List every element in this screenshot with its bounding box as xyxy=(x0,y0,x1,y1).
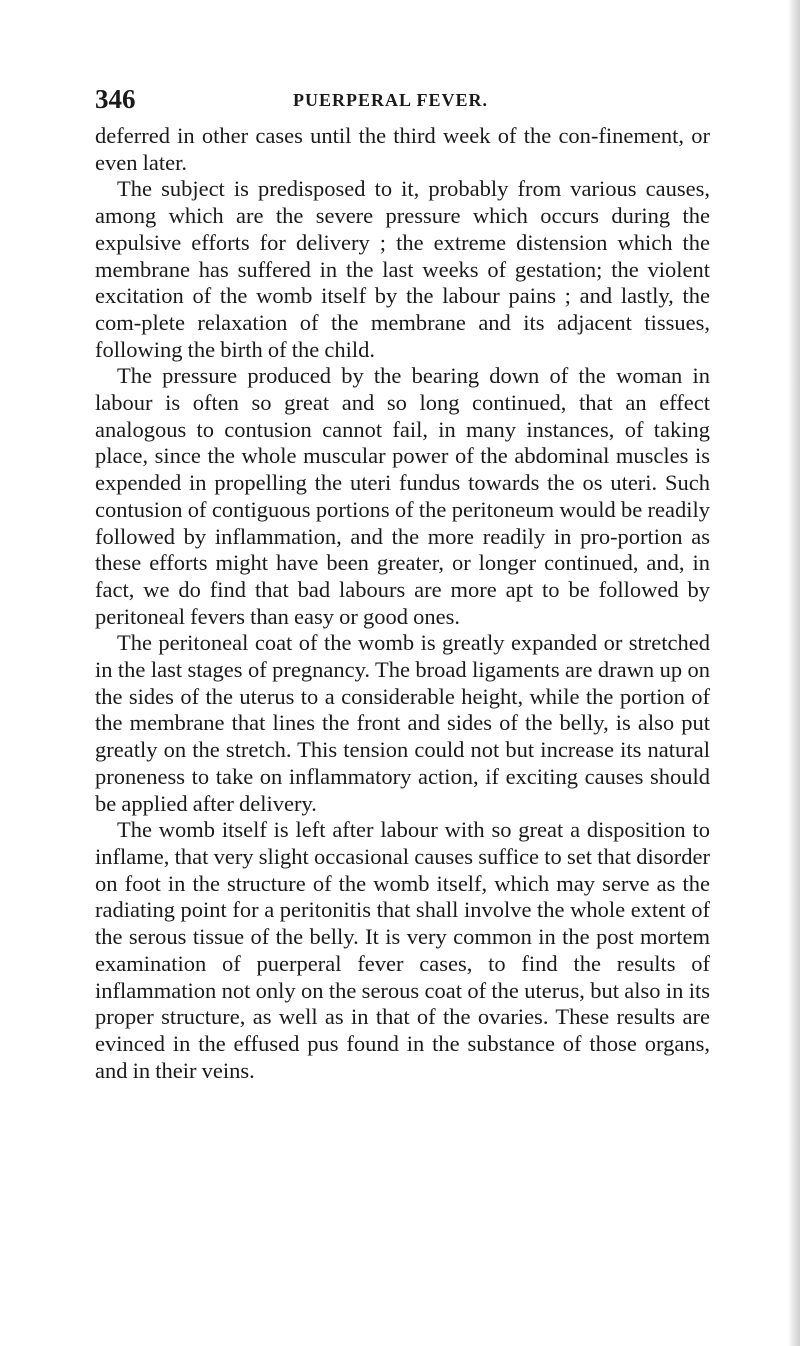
paragraph-predisposition: The subject is predisposed to it, probably from various causes, among which are the severe pressure which occurs during the expulsive efforts for delivery ; the extreme distension which the membrane has suffered in the last weeks of gestation; the violent excitation of the womb itself by the labour pains ; and lastly, the com-plete relaxation of the membrane and its adjacent tissues, following the birth of the child. xyxy=(95,176,710,362)
paragraph-continuation: deferred in other cases until the third week of the con-finement, or even later. xyxy=(95,123,710,175)
paragraph-womb-disposition: The womb itself is left after labour with so great a disposition to inflame, that very slight occasional causes suffice to set that disorder on foot in the structure of the womb itself, which may serve as the radiating point for a peritonitis that shall involve the whole extent of the serous tissue of the belly. It is very common in the post mortem examination of puerperal fever cases, to find the results of inflammation not only on the serous coat of the uterus, but also in its proper structure, as well as in that of the ovaries. These results are evinced in the effused pus found in the substance of those organs, and in their veins. xyxy=(95,817,710,1083)
body-text xyxy=(95,123,710,1084)
page-header xyxy=(95,84,711,114)
paragraph-peritoneal-coat: The peritoneal coat of the womb is greatly expanded or stretched in the last stages of pregnancy. The broad ligaments are drawn up on the sides of the uterus to a considerable height, while the portion of the membrane that lines the front and sides of the belly, is also put greatly on the stretch. This tension could not but increase its natural proneness to take on inflammatory action, if exciting causes should be applied after delivery. xyxy=(95,630,710,816)
paragraph-pressure: The pressure produced by the bearing down of the woman in labour is often so great and so long continued, that an effect analogous to contusion cannot fail, in many instances, of taking place, since the whole muscular power of the abdominal muscles is expended in propelling the uteri fundus towards the os uteri. Such contusion of contiguous portions of the peritoneum would be readily followed by inflammation, and the more readily in pro-portion as these efforts might have been greater, or longer continued, and, in fact, we do find that bad labours are more apt to be followed by peritoneal fevers than easy or good ones. xyxy=(95,363,710,629)
page-edge-shadow xyxy=(788,0,800,1346)
running-head: PUERPERAL FEVER. xyxy=(293,90,489,110)
page-number: 346 xyxy=(95,84,136,114)
